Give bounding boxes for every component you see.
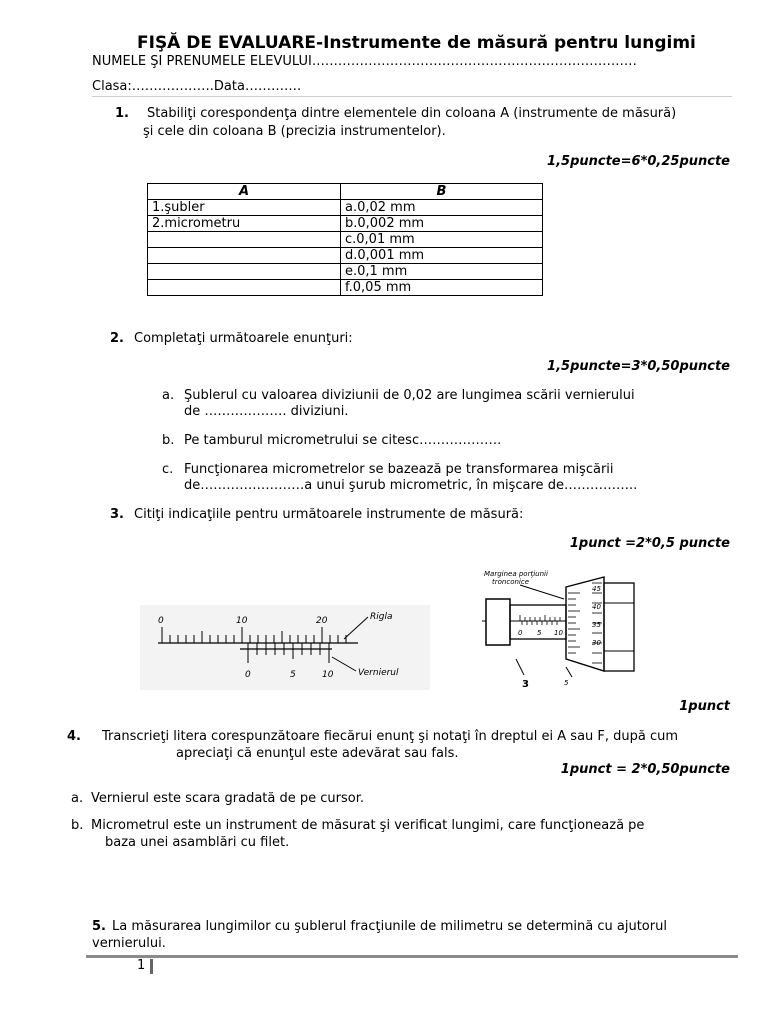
q3-number: 3. (110, 507, 124, 522)
footer-divider (86, 955, 738, 958)
caliper-label-vernier: Vernierul (358, 668, 399, 678)
caliper-vernier-tick: 10 (322, 670, 334, 680)
q2-item-c-line1: Funcţionarea micrometrelor se bazează pe transformarea mişcării (184, 462, 614, 477)
q4-points: 1punct = 2*0,50puncte (560, 762, 730, 777)
column-a-header: A (148, 184, 341, 200)
table-row (148, 280, 543, 296)
micrometer-label-5: 5 (564, 679, 569, 687)
class-line: Clasa:……………….Data…………. (92, 79, 302, 94)
table-row (148, 200, 543, 216)
q2-item-c-line2: de……………………a unui şurub micrometric, în mişcare de…………….. (184, 478, 638, 493)
micrometer-sleeve-tick: 0 (518, 629, 523, 637)
micrometer-thimble-tick: 45 (592, 585, 601, 593)
q3-text: Citiţi indicaţiile pentru următoarele instrumente de măsură: (134, 507, 524, 522)
page-number: 1 (137, 958, 146, 973)
cell-b: d.0,001 mm (341, 248, 543, 264)
caliper-main-tick: 10 (236, 616, 248, 626)
caliper-diagram (140, 605, 430, 690)
micrometer-label-3: 3 (522, 679, 529, 690)
caliper-label-rigla: Rigla (370, 612, 393, 622)
q4-text-line2: apreciaţi că enunţul este adevărat sau fals. (176, 746, 459, 761)
cell-b: f.0,05 mm (341, 280, 543, 296)
micrometer-label-top-1: Marginea porţiunii (484, 570, 548, 578)
cell-b: c.0,01 mm (341, 232, 543, 248)
cell-b: b.0,002 mm (341, 216, 543, 232)
table-row (148, 248, 543, 264)
q5-text-line1: La măsurarea lungimilor cu şublerul fracţiunile de milimetru se determină cu ajutorul (112, 919, 667, 934)
q2-item-c-marker: c. (162, 462, 174, 477)
column-b-header: B (341, 184, 543, 200)
q3-points-2: 1punct (679, 699, 730, 714)
q2-item-b-line1: Pe tamburul micrometrului se citesc………………. (184, 433, 502, 448)
q2-item-a-marker: a. (162, 388, 175, 403)
q2-points: 1,5puncte=3*0,50puncte (547, 359, 730, 374)
page-number-bar (150, 959, 153, 974)
page-title: FIŞĂ DE EVALUARE-Instrumente de măsură pentru lungimi (137, 33, 696, 53)
q2-text: Completaţi următoarele enunţuri: (134, 331, 353, 346)
micrometer-sleeve-tick: 10 (554, 629, 563, 637)
q2-item-a-line2: de ………………. diviziuni. (184, 404, 349, 419)
q4-item-a-line1: Vernierul este scara gradată de pe cursor. (91, 791, 364, 806)
caliper-vernier-tick: 0 (245, 670, 251, 680)
q1-points: 1,5puncte=6*0,25puncte (547, 154, 730, 169)
q4-number: 4. (67, 729, 81, 744)
q1-text-line1: Stabiliţi corespondenţa dintre elementele din coloana A (instrumente de măsură) (147, 106, 677, 121)
q4-item-b-marker: b. (71, 818, 84, 833)
cell-a (148, 280, 341, 296)
cell-b: a.0,02 mm (341, 200, 543, 216)
q5-text-line2: vernierului. (92, 936, 166, 951)
name-line: NUMELE ŞI PRENUMELE ELEVULUI………………………………………………………………… (92, 54, 637, 69)
q1-text-line2: şi cele din coloana B (precizia instrumentelor). (143, 124, 446, 139)
micrometer-thimble-tick: 30 (592, 639, 601, 647)
q4-item-b-line2: baza unei asamblări cu filet. (105, 835, 290, 850)
q5-number: 5. (92, 919, 106, 934)
table-row (148, 264, 543, 280)
table-row (148, 216, 543, 232)
cell-b: e.0,1 mm (341, 264, 543, 280)
micrometer-sleeve-tick: 5 (537, 629, 542, 637)
table-row (148, 232, 543, 248)
caliper-main-tick: 20 (316, 616, 328, 626)
q2-number: 2. (110, 331, 124, 346)
cell-a (148, 264, 341, 280)
micrometer-thimble-tick: 35 (592, 621, 601, 629)
cell-a (148, 248, 341, 264)
cell-a: 1.şubler (148, 200, 341, 216)
micrometer-label-top-2: tronconice (492, 578, 530, 586)
caliper-main-tick: 0 (158, 616, 164, 626)
q4-item-b-line1: Micrometrul este un instrument de măsurat şi verificat lungimi, care funcţionează pe (91, 818, 645, 833)
q2-item-a-line1: Şublerul cu valoarea diviziunii de 0,02 are lungimea scării vernierului (184, 388, 635, 403)
q3-points: 1punct =2*0,5 puncte (569, 536, 730, 551)
micrometer-thimble-tick: 40 (592, 603, 601, 611)
q1-number: 1. (115, 106, 129, 121)
correspondence-table (147, 183, 543, 296)
header-divider (92, 96, 732, 97)
q4-text-line1: Transcrieţi litera corespunzătoare fiecărui enunţ şi notaţi în dreptul ei A sau F, după cum (102, 729, 679, 744)
q2-item-b-marker: b. (162, 433, 175, 448)
caliper-vernier-tick: 5 (290, 670, 296, 680)
cell-a: 2.micrometru (148, 216, 341, 232)
q4-item-a-marker: a. (71, 791, 84, 806)
micrometer-diagram (480, 563, 640, 691)
cell-a (148, 232, 341, 248)
